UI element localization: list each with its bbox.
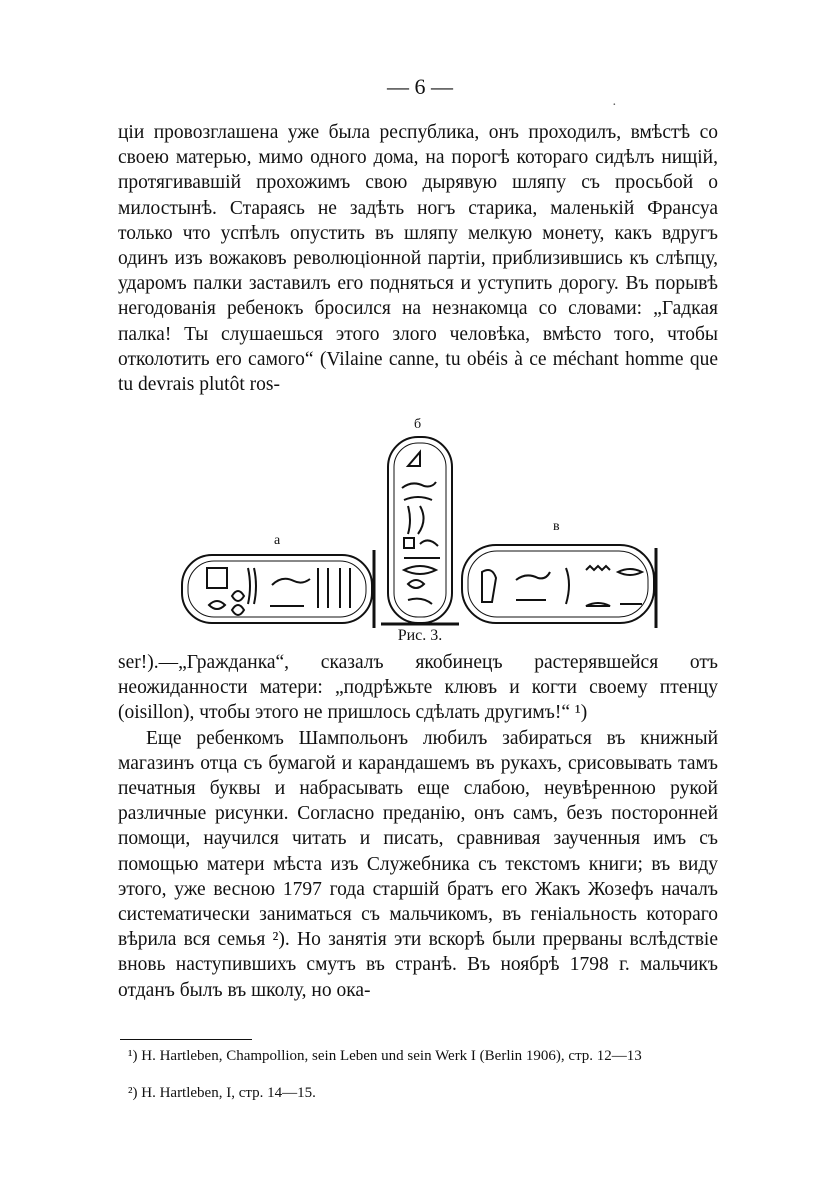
paragraph-2a: ser!).—„Гражданка“, сказалъ якобинецъ растерявшейся отъ неожиданности матери: „подрѣжьте клювъ и когти своему птенцу (oisillon), чтобы этого не пришлось сдѣлать другимъ!“ ¹) [118,652,718,724]
figure-label-v: в [553,519,560,534]
figure-label-b: б [414,417,422,432]
paragraph-1: ціи провозглашена уже была республика, онъ проходилъ, вмѣстѣ со своею матерью, мимо одного дома, на порогѣ котораго сидѣлъ нищій, протягивавшій прохожимъ свою дырявую шляпу съ просьбой о милостынѣ. Стараясь не задѣть ногъ старика, маленькій Франсуа только что успѣлъ опустить въ шляпу мелкую монету, какъ вдругъ одинъ изъ вожаковъ революціонной партіи, приблизившись къ слѣпцу, ударомъ палки заставилъ его подняться и уступить дорогу. Въ порывѣ негодованія ребенокъ бросился на незнакомца со словами: „Гадкая палка! Ты слушаешься этого злого человѣка, вмѣсто того, чтобы отколотить его самого“ (Vilaine canne, tu obéis à ce méchant homme que tu devrais plutôt ros- [118,122,718,396]
figure-label-a: а [274,533,281,548]
cartouche-v [462,545,654,623]
footnote-2: ²) H. Hartleben, I, стр. 14—15. [128,1085,316,1101]
cartouche-a-glyphs [207,568,350,615]
footnote-rule [120,1039,252,1040]
cartouche-v-glyphs [482,566,642,606]
print-speck: · [612,98,617,113]
cartouche-b-glyphs [402,452,440,604]
footnote-1: ¹) H. Hartleben, Champollion, sein Leben und sein Werk I (Berlin 1906), стр. 12—13 [128,1048,642,1064]
paragraph-2b: Еще ребенкомъ Шампольонъ любилъ забираться въ книжный магазинъ отца съ бумагой и карандашемъ въ рукахъ, срисовывать тамъ печатныя буквы и набрасывать еще слабою, неувѣренною рукой различные рисунки. Согласно преданію, онъ самъ, безъ посторонней помощи, научился читать и писать, сравнивая заученныя имъ съ помощью матери мѣста изъ Служебника съ текстомъ книги; въ виду этого, уже весною 1797 года старшій братъ его Жакъ Жозефъ началъ систематически заниматься съ мальчикомъ, въ геніальность котораго вѣрила вся семья ²). Но занятія эти вскорѣ были прерваны вслѣдствіе вновь наступившихъ смутъ въ странѣ. Въ ноябрѣ 1798 г. мальчикъ отданъ былъ въ школу, но ока- [118,727,718,1001]
figure-caption: Рис. 3. [397,627,443,644]
body-text-bottom [118,650,718,1003]
page-number: — 6 — [387,74,453,99]
